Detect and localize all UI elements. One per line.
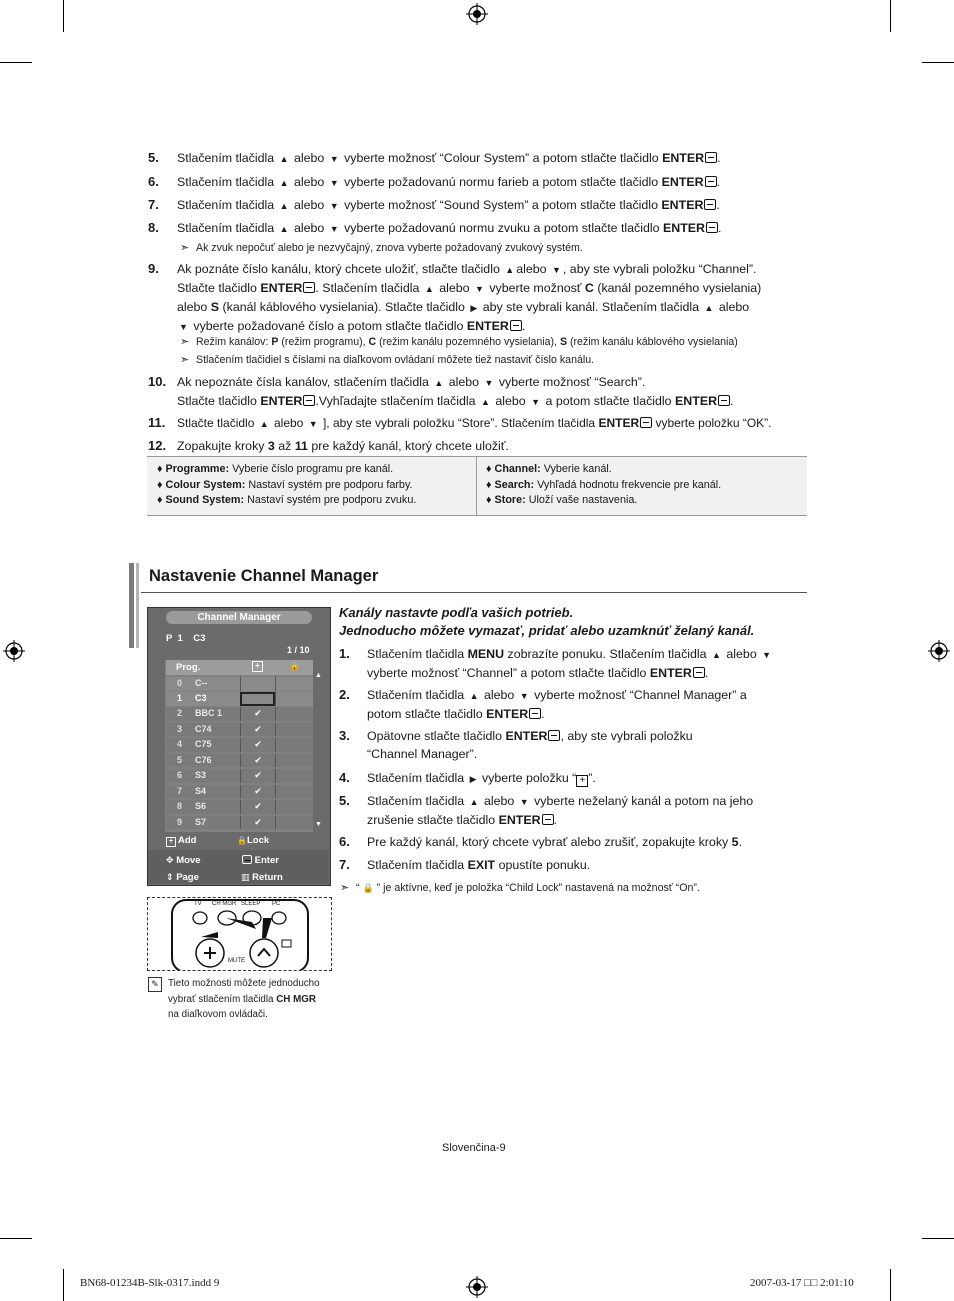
- info-item: ♦ Search: Vyhľadá hodnotu frekvencie pre kanál.: [486, 478, 722, 491]
- enter-icon: [693, 667, 705, 678]
- up-arrow-icon: ▲: [704, 303, 714, 313]
- enter-icon: [705, 152, 717, 163]
- cm-step-1: 1. Stlačením tlačidla MENU zobrazíte ponuku. Stlačením tlačidla ▲ alebo ▼ vyberte možnosť “Channel” a potom stlačte tlačidlo ENTER .: [339, 646, 772, 680]
- return-legend: ▥ Return: [241, 872, 283, 883]
- up-arrow-icon: ▲: [279, 201, 289, 211]
- section-rule: [141, 592, 807, 593]
- registration-mark-icon: [3, 640, 25, 662]
- channel-row[interactable]: 4 C75 ✔: [166, 738, 313, 752]
- registration-mark-icon: [466, 3, 488, 25]
- step-10: 10. Ak nepoznáte čísla kanálov, stlačením tlačidla ▲ alebo ▼ vyberte možnosť “Search”. Stlačte tlačidlo ENTER .Vyhľadajte stlačením tlačidla ▲ alebo ▼ a potom stlačte tlačidlo ENTER .: [148, 373, 808, 409]
- note-arrow-icon: ➣: [180, 336, 190, 348]
- page-indicator: 1 / 10: [287, 645, 310, 655]
- add-icon: +: [252, 661, 263, 672]
- info-column-left: [157, 462, 416, 509]
- note-arrow-icon: ➣: [180, 242, 190, 254]
- crop-mark: [922, 62, 954, 63]
- step-9: 9. Ak poznáte číslo kanálu, ktorý chcete uložiť, stlačte tlačidlo ▲ alebo ▼ , aby ste vybrali položku “Channel”. Stlačte tlačidlo ENTER . Stlačením tlačidla ▲ alebo ▼ vyberte možnosť C (kanál pozemného vysielania) alebo S (kanál káblového vysielania). Stlačte tlačidlo ▶ aby ste vybrali kanál. Stlačením tlačidla ▲ alebo ▼ vyberte požadované číslo a potom stlačte tlačidlo ENTER .: [148, 260, 808, 332]
- note-step-9-number-keys: ➣ Stlačením tlačidiel s číslami na diaľkovom ovládaní môžete tiež nastaviť číslo kanálu.: [180, 354, 595, 366]
- down-arrow-icon: ▼: [329, 154, 339, 164]
- lock-icon: 🔒: [237, 836, 247, 845]
- crop-mark: [63, 0, 64, 32]
- down-arrow-icon: ▼: [179, 322, 188, 332]
- down-arrow-icon: ▼: [519, 797, 529, 807]
- enter-icon: [529, 708, 541, 719]
- return-icon: ▥: [241, 872, 250, 882]
- check-icon: ✔: [240, 723, 275, 737]
- up-arrow-icon: ▲: [712, 650, 721, 660]
- note-step-9-modes: ➣ Režim kanálov: P (režim programu), C (režim kanálu pozemného vysielania), S (režim kanálu káblového vysielania): [180, 336, 738, 348]
- down-arrow-icon: ▼: [484, 378, 494, 388]
- note-arrow-icon: ➣: [180, 354, 190, 366]
- channel-row[interactable]: 0 C--: [166, 677, 313, 691]
- page-arrows-icon: ⇕: [166, 872, 174, 882]
- right-arrow-icon: ▶: [469, 774, 477, 784]
- check-icon: ✔: [240, 738, 275, 752]
- down-arrow-icon: ▼: [762, 650, 772, 660]
- enter-icon: [704, 199, 716, 210]
- check-icon: ✔: [240, 769, 275, 783]
- channel-row[interactable]: 3 C74 ✔: [166, 723, 313, 737]
- crop-mark: [63, 1269, 64, 1301]
- down-arrow-icon: ▼: [329, 201, 339, 211]
- enter-icon: [548, 730, 560, 741]
- add-icon: +: [576, 775, 588, 787]
- down-arrow-icon: ▼: [531, 397, 541, 407]
- memo-icon: ✎: [148, 977, 162, 992]
- up-arrow-icon: ▲: [481, 397, 490, 407]
- info-item: ♦ Colour System: Nastaví systém pre podporu farby.: [157, 478, 413, 491]
- file-slug: BN68-01234B-Slk-0317.indd 9: [80, 1277, 220, 1289]
- channel-row[interactable]: 6 S3 ✔: [166, 769, 313, 783]
- check-icon: ✔: [240, 800, 275, 814]
- up-arrow-icon: ▲: [469, 691, 479, 701]
- right-arrow-icon: ▶: [470, 303, 478, 313]
- lock-legend: 🔒Lock: [237, 835, 270, 846]
- down-arrow-icon: ▼: [329, 178, 339, 188]
- crop-mark: [890, 0, 891, 32]
- scroll-up-icon[interactable]: ▲: [315, 672, 322, 679]
- down-arrow-icon: ▼: [329, 224, 339, 234]
- up-arrow-icon: ▲: [279, 224, 289, 234]
- channel-row[interactable]: 2 BBC 1 ✔: [166, 707, 313, 721]
- crop-mark: [922, 1238, 954, 1239]
- channel-row[interactable]: 5 C76 ✔: [166, 754, 313, 768]
- down-arrow-icon: ▼: [519, 691, 529, 701]
- scroll-down-icon[interactable]: ▼: [315, 821, 322, 828]
- check-icon: ✔: [240, 785, 275, 799]
- info-divider: [476, 457, 477, 515]
- enter-icon: [303, 395, 315, 406]
- info-item: ♦ Programme: Vyberie číslo programu pre kanál.: [157, 463, 394, 475]
- enter-icon: [718, 395, 730, 406]
- info-table: [147, 456, 807, 516]
- page-legend: ⇕ Page: [166, 872, 199, 883]
- up-arrow-icon: ▲: [469, 797, 479, 807]
- up-arrow-icon: ▲: [434, 378, 444, 388]
- enter-icon: [705, 176, 717, 187]
- section-intro: Kanály nastavte podľa vašich potrieb. Jednoducho môžete vymazať, pridať alebo uzamknúť želaný kanál.: [339, 605, 755, 638]
- move-legend: ✥ Move: [166, 855, 201, 866]
- up-arrow-icon: ▲: [279, 154, 289, 164]
- down-arrow-icon: ▼: [552, 265, 561, 275]
- page-footer: Slovenčina-9: [442, 1142, 506, 1154]
- lock-icon: 🔒: [289, 661, 301, 671]
- section-title: Nastavenie Channel Manager: [149, 567, 379, 585]
- date-slug: 2007-03-17 □□ 2:01:10: [750, 1277, 854, 1289]
- cm-step-2: 2. Stlačením tlačidla ▲ alebo ▼ vyberte možnosť “Channel Manager” a potom stlačte tlačidlo ENTER .: [339, 687, 747, 721]
- enter-icon: [706, 222, 718, 233]
- remote-illustration: TV CH MGR SLEEP PC MUTE: [147, 897, 332, 971]
- up-arrow-icon: ▲: [259, 419, 269, 429]
- up-arrow-icon: ▲: [505, 265, 515, 275]
- enter-icon: [242, 855, 252, 864]
- enter-icon: [510, 320, 522, 331]
- channel-row[interactable]: 9 S7 ✔: [166, 816, 313, 830]
- channel-row[interactable]: 7 S4 ✔: [166, 785, 313, 799]
- lock-icon: 🔒: [362, 883, 374, 893]
- section-bar: [136, 563, 139, 648]
- add-icon: +: [166, 837, 176, 847]
- registration-mark-icon: [928, 640, 950, 662]
- check-icon: ✔: [240, 707, 275, 721]
- channel-manager-menu: [147, 607, 331, 886]
- list-header: Prog. + 🔒: [166, 660, 313, 675]
- note-step-8: ➣ Ak zvuk nepočuť alebo je nezvyčajný, znova vyberte požadovaný zvukový systém.: [180, 242, 583, 254]
- up-arrow-icon: ▲: [279, 178, 289, 188]
- info-item: ♦ Sound System: Nastaví systém pre podporu zvuku.: [157, 494, 417, 506]
- current-channel: P 1 C3: [166, 633, 206, 644]
- check-icon: ✔: [240, 754, 275, 768]
- up-arrow-icon: ▲: [424, 284, 434, 294]
- crop-mark: [0, 62, 32, 63]
- section-bar: [129, 563, 134, 648]
- registration-mark-icon: [466, 1276, 488, 1298]
- channel-row-selected[interactable]: 1 C3: [166, 692, 313, 706]
- crop-mark: [890, 1269, 891, 1301]
- channel-row[interactable]: 8 S6 ✔: [166, 800, 313, 814]
- info-column-right: [486, 462, 721, 509]
- note-arrow-icon: ➣: [340, 882, 350, 894]
- info-item: ♦ Store: Uloží vaše nastavenia.: [486, 494, 638, 506]
- info-item: ♦ Channel: Vyberie kanál.: [486, 463, 612, 475]
- cm-step-5: 5. Stlačením tlačidla ▲ alebo ▼ vyberte neželaný kanál a potom na jeho zrušenie stlačte tlačidlo ENTER .: [339, 793, 754, 827]
- enter-icon: [542, 814, 554, 825]
- cm-step-3: 3. Opätovne stlačte tlačidlo ENTER , aby ste vybrali položku “Channel Manager”.: [339, 728, 693, 761]
- remote-memo: Tieto možnosti môžete jednoducho vybrať stlačením tlačidla CH MGR na diaľkovom ovládači.: [168, 978, 320, 1020]
- enter-icon: [640, 417, 652, 428]
- menu-title: Channel Manager: [166, 611, 312, 624]
- move-arrows-icon: ✥: [166, 855, 174, 865]
- down-arrow-icon: ▼: [308, 419, 318, 429]
- down-arrow-icon: ▼: [474, 284, 484, 294]
- crop-mark: [0, 1238, 32, 1239]
- note-child-lock: ➣ “ 🔒 ” je aktívne, keď je položka “Child Lock” nastavená na možnosť “On”.: [340, 882, 700, 894]
- enter-legend: Enter: [241, 855, 279, 866]
- enter-icon: [303, 282, 315, 293]
- check-icon: ✔: [240, 816, 275, 830]
- add-legend: + Add: [166, 835, 196, 847]
